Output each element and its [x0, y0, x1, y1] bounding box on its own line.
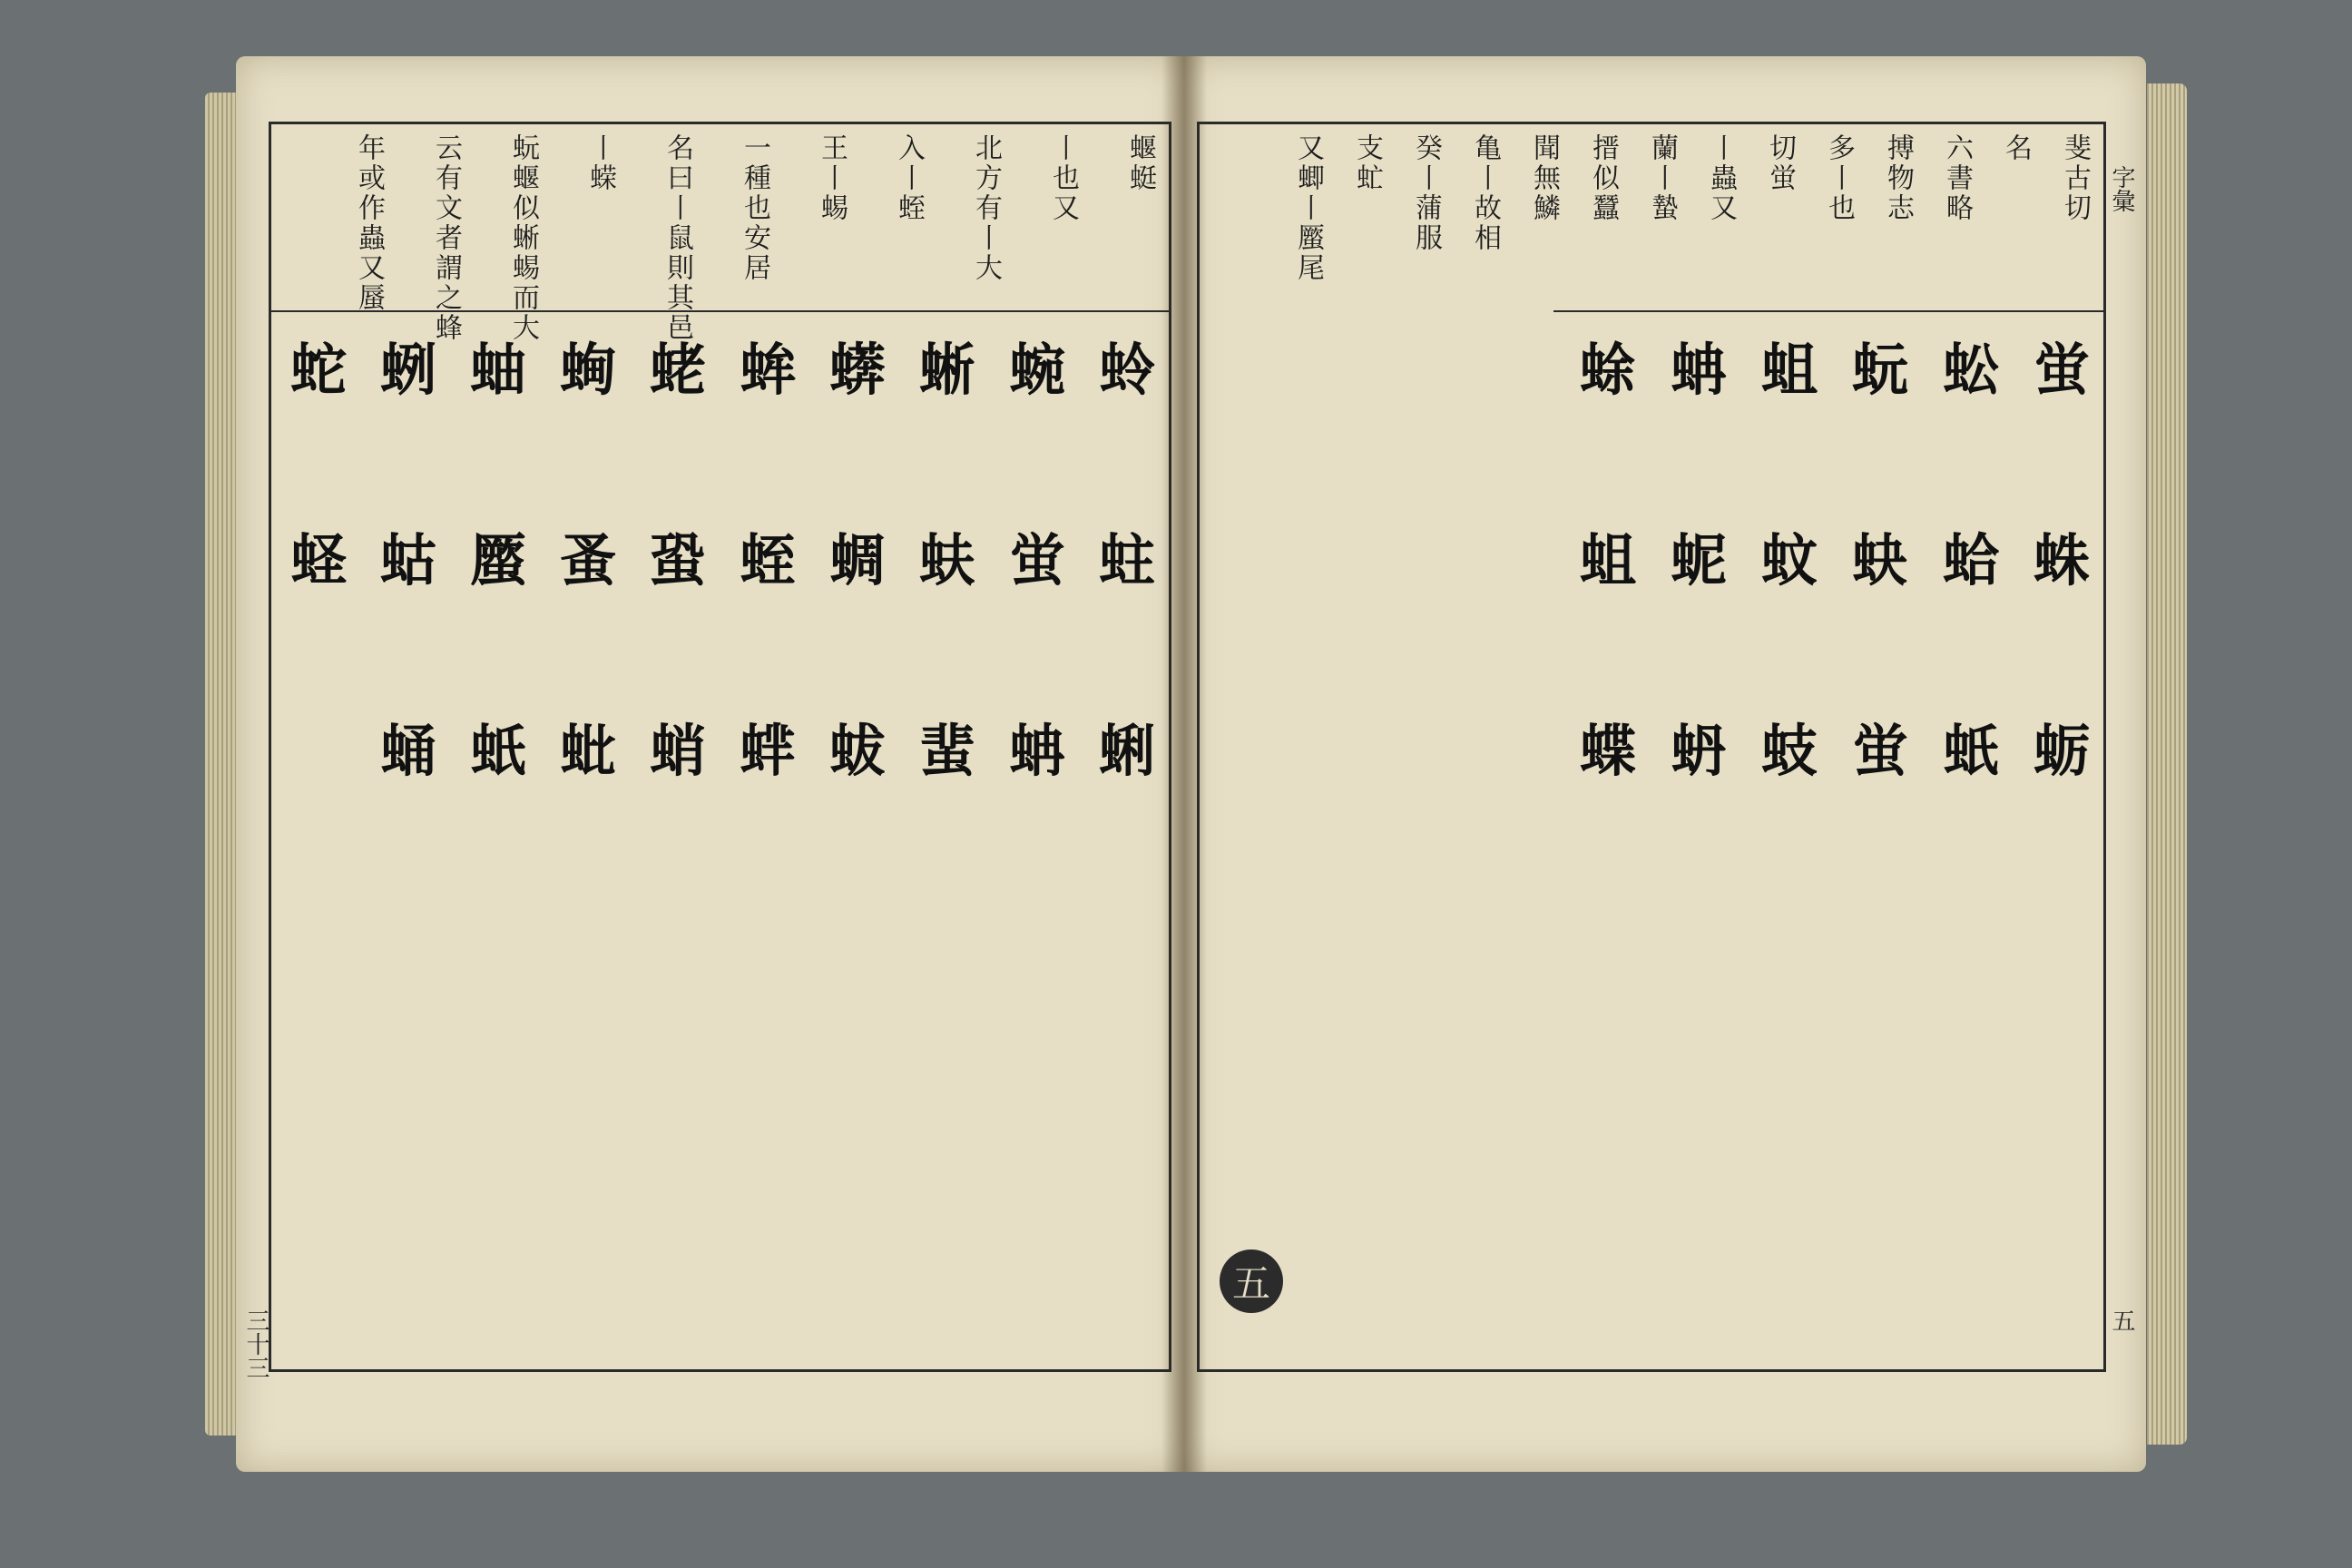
headword: 蛍 — [1008, 526, 1065, 593]
book-gutter — [1161, 56, 1207, 1472]
headword: 蚣 — [1942, 336, 1999, 403]
upper-line: 亀丨故相 — [1469, 133, 1501, 253]
upper-line: 名曰丨鼠則其邑 — [662, 133, 693, 343]
headword: 蚖 — [1851, 336, 1908, 403]
headword: 蛍 — [2033, 336, 2090, 403]
headword: 蛛 — [2033, 526, 2090, 593]
headword: 蛭 — [739, 526, 796, 593]
upper-line: 搏物志 — [1882, 133, 1914, 223]
headword: 蚔 — [1942, 717, 1999, 784]
headword: 蜿 — [1008, 336, 1065, 403]
upper-line: 切蛍 — [1764, 133, 1796, 193]
headword: 蝶 — [1579, 717, 1636, 784]
upper-line: 一種也安居 — [739, 133, 770, 283]
page-folio: 三十三 — [242, 1308, 270, 1379]
headword: 蛆 — [1579, 526, 1636, 593]
upper-line: 多丨也 — [1823, 133, 1855, 223]
headword: 蛩 — [649, 526, 706, 593]
right-page — [1184, 56, 2146, 1472]
upper-line: 云有文者謂之蜂 — [430, 133, 462, 343]
headword: 蚑 — [1760, 717, 1818, 784]
page-folio: 五 — [2108, 1308, 2135, 1332]
headword: 蚗 — [1851, 526, 1908, 593]
right-page-edges — [2147, 83, 2187, 1445]
headword: 蛸 — [649, 717, 706, 784]
right-page-frame — [1197, 122, 2106, 1372]
headword: 蛎 — [2033, 717, 2090, 784]
headword: 蜔 — [559, 336, 616, 403]
headword: 蚺 — [1008, 717, 1065, 784]
upper-line: 六書略 — [1941, 133, 1973, 223]
left-page — [236, 56, 1184, 1472]
upper-line: 丨蝾 — [584, 133, 616, 193]
upper-line: 丨蟲又 — [1705, 133, 1737, 223]
upper-line: 又蝍丨蟨尾 — [1292, 133, 1324, 283]
headword: 蚭 — [1670, 526, 1727, 593]
headword: 蚔 — [469, 717, 526, 784]
headword: 蜩 — [828, 526, 886, 593]
headword: 蛇 — [289, 336, 347, 403]
upper-line: 王丨蜴 — [816, 133, 848, 223]
upper-line: 蘭丨蟄 — [1646, 133, 1678, 223]
upper-line: 支虻 — [1351, 133, 1383, 193]
upper-line: 名 — [2000, 133, 2032, 163]
side-tab: 字彙 — [2108, 165, 2135, 212]
upper-line: 丨也又 — [1047, 133, 1079, 223]
headword: 蛍 — [1851, 717, 1908, 784]
open-book — [218, 56, 2169, 1472]
headword: 蛑 — [739, 336, 796, 403]
headword: 蛀 — [1098, 526, 1155, 593]
headword: 蚨 — [918, 526, 975, 593]
headword: 蚤 — [559, 526, 616, 593]
headword: 蛚 — [379, 336, 436, 403]
headword: 蜥 — [918, 336, 975, 403]
headword: 蛹 — [379, 717, 436, 784]
left-page-divider — [271, 310, 1169, 312]
headword: 蚒 — [1670, 717, 1727, 784]
headword: 蚺 — [1670, 336, 1727, 403]
upper-line: 聞無鱗 — [1528, 133, 1560, 223]
right-page-divider — [1553, 310, 2103, 312]
upper-line: 蚖蝘似蜥蜴而大 — [507, 133, 539, 343]
headword: 蛆 — [1760, 336, 1818, 403]
left-page-frame — [269, 122, 1171, 1372]
headword: 蛉 — [1098, 336, 1155, 403]
headword: 蟨 — [469, 526, 526, 593]
upper-line: 年或作蟲又蜃 — [353, 133, 385, 313]
headword: 蛤 — [1942, 526, 1999, 593]
headword: 蛄 — [379, 526, 436, 593]
headword: 蛯 — [649, 336, 706, 403]
headword: 蚰 — [469, 336, 526, 403]
seal-mark: 五 — [1220, 1250, 1283, 1313]
upper-line: 搢似蠶 — [1587, 133, 1619, 223]
headword: 蜊 — [1098, 717, 1155, 784]
headword: 蜍 — [1579, 336, 1636, 403]
headword: 蚍 — [559, 717, 616, 784]
upper-line: 癸丨蒲服 — [1410, 133, 1442, 253]
upper-line: 斐古切 — [2059, 133, 2091, 223]
upper-line: 入丨蛭 — [893, 133, 925, 223]
headword: 蠎 — [828, 336, 886, 403]
headword: 蛂 — [828, 717, 886, 784]
headword: 蚊 — [1760, 526, 1818, 593]
headword: 蝆 — [739, 717, 796, 784]
headword: 蛏 — [289, 526, 347, 593]
upper-line: 北方有丨大 — [970, 133, 1002, 283]
upper-line: 蝘蜓 — [1124, 133, 1156, 193]
headword: 蜚 — [918, 717, 975, 784]
